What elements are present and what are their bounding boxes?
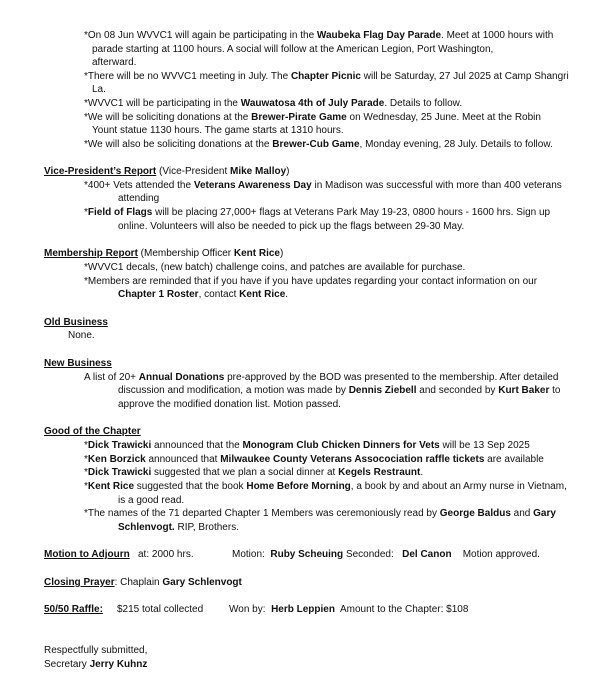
signature-line-2: Secretary Jerry Kuhnz: [44, 659, 148, 670]
old-business-text: None.: [68, 330, 95, 341]
good-line-3: *Dick Trawicki suggested that we plan a social dinner at Kegels Restraunt.: [84, 467, 424, 478]
announce-line-2: parade starting at 1100 hours. A social will follow at the American Legion, Port Washington,: [92, 44, 494, 55]
membership-line-2: *Members are reminded that if you have if you have updates regarding your contact information on our: [84, 276, 538, 287]
vp-line-4: online. Volunteers will also be needed to pick up the flags between 29-30 May.: [118, 221, 465, 232]
old-business-heading: Old Business: [44, 317, 108, 328]
announce-line-7: *We will be soliciting donations at the Brewer-Pirate Game on Wednesday, 25 June. Meet at the Robin: [84, 112, 541, 123]
vp-report-heading: Vice-President’s Report (Vice-President Mike Malloy): [44, 166, 290, 177]
announce-line-8: Yount statue 1130 hours. The game starts at 1310 hours.: [92, 125, 344, 136]
vp-line-1: *400+ Vets attended the Veterans Awareness Day in Madison was successful with more than 400 veterans: [84, 180, 562, 191]
announce-line-9: *We will also be soliciting donations at the Brewer-Cub Game, Monday evening, 28 July. Details to follow.: [84, 139, 553, 150]
good-line-2: *Ken Borzick announced that Milwaukee County Veterans Assocociation raffle tickets are available: [84, 454, 544, 465]
motion-time: at: 2000 hrs.: [138, 549, 194, 560]
raffle-heading: 50/50 Raffle:: [44, 604, 103, 615]
good-line-6: *The names of the 71 departed Chapter 1 Members was ceremoniously read by George Baldus and Gary: [84, 508, 556, 519]
new-business-heading: New Business: [44, 358, 112, 369]
good-line-7: Schlenvogt. RIP, Brothers.: [118, 522, 239, 533]
announce-line-3: afterward.: [92, 57, 137, 68]
announce-line-6: *WVVC1 will be participating in the Wauwatosa 4th of July Parade. Details to follow.: [84, 98, 463, 109]
new-business-line-2: discussion and modification, a motion was made by Dennis Ziebell and seconded by Kurt Baker to: [118, 385, 561, 396]
good-line-4: *Kent Rice suggested that the book Home Before Morning, a book by and about an Army nurse in Vietnam,: [84, 481, 567, 492]
vp-line-2: attending: [118, 193, 160, 204]
raffle-winner-line: Won by: Herb Leppien Amount to the Chapter: $108: [229, 604, 469, 615]
membership-line-3: Chapter 1 Roster, contact Kent Rice.: [118, 289, 289, 300]
signature-line-1: Respectfully submitted,: [44, 645, 148, 656]
membership-line-1: *WVVC1 decals, (new batch) challenge coins, and patches are available for purchase.: [84, 262, 466, 273]
raffle-total: $215 total collected: [117, 604, 204, 615]
motion-heading: Motion to Adjourn: [44, 549, 130, 560]
announce-line-4: *There will be no WVVC1 meeting in July. The Chapter Picnic will be Saturday, 27 Jul 2025 at Camp Shangri: [84, 71, 569, 82]
closing-prayer: Closing Prayer: Chaplain Gary Schlenvogt: [44, 577, 242, 588]
good-of-chapter-heading: Good of the Chapter: [44, 426, 141, 437]
good-line-1: *Dick Trawicki announced that the Monogram Club Chicken Dinners for Vets will be 13 Sep 2025: [84, 440, 530, 451]
new-business-line-3: approve the modified donation list. Motion passed.: [118, 399, 341, 410]
new-business-line-1: A list of 20+ Annual Donations pre-approved by the BOD was presented to the membership. After detailed: [84, 372, 559, 383]
good-line-5: is a good read.: [118, 495, 185, 506]
motion-line: Motion: Ruby Scheuing Seconded: Del Canon Motion approved.: [232, 549, 540, 560]
vp-line-3: *Field of Flags will be placing 27,000+ flags at Veterans Park May 19-23, 0800 hours - 1600 hrs. Sign up: [84, 207, 551, 218]
membership-heading: Membership Report (Membership Officer Kent Rice): [44, 248, 284, 259]
announce-line-1: *On 08 Jun WVVC1 will again be participating in the Waubeka Flag Day Parade. Meet at 1000 hours with: [84, 30, 554, 41]
announce-line-5: La.: [92, 84, 106, 95]
